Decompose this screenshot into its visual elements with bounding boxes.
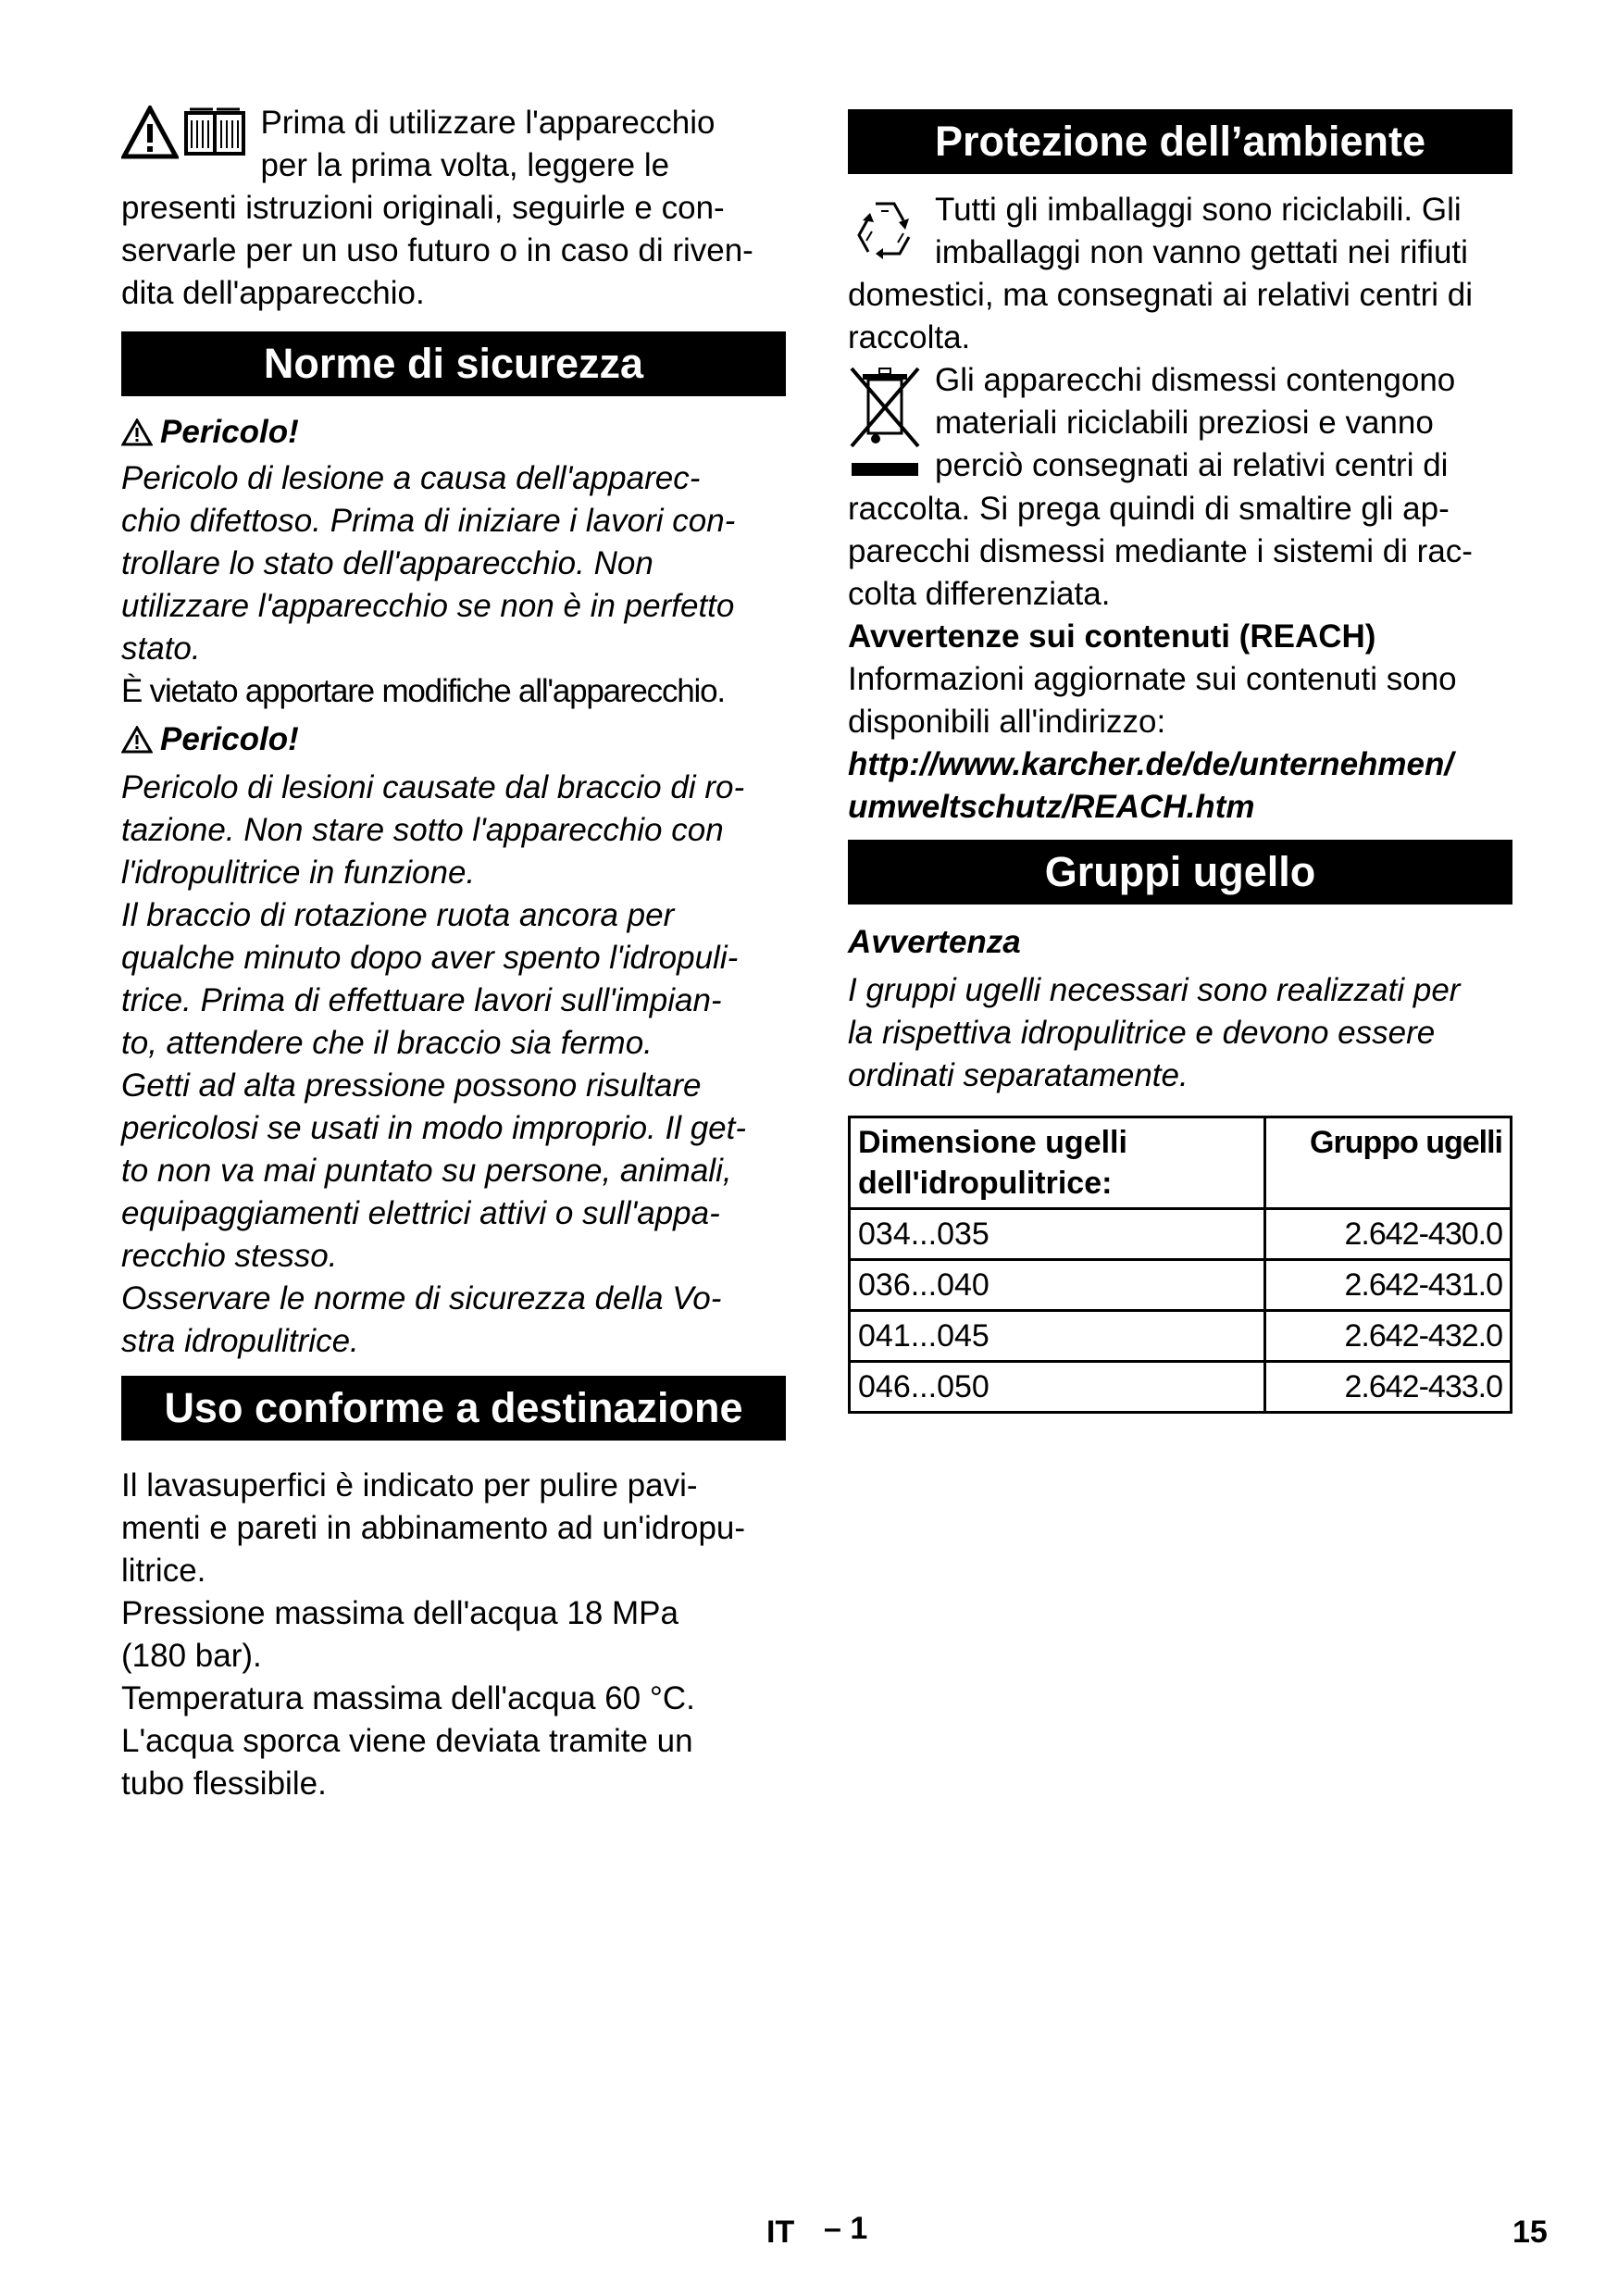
warning-2-line: Osservare le norme di sicurezza della Vo-: [121, 1280, 722, 1316]
table-cell: 2.642-433.0: [1265, 1362, 1512, 1413]
table-cell: 2.642-432.0: [1265, 1311, 1512, 1362]
warning-2-text: [121, 767, 786, 1363]
header-line: dell'idropulitrice:: [858, 1166, 1113, 1201]
warning-2-line: Il braccio di rotazione ruota ancora per: [121, 897, 675, 933]
intro-line: dita dell'apparecchio.: [121, 275, 425, 311]
safety-heading: Norme di sicurezza: [121, 331, 786, 396]
table-row: [850, 1311, 1512, 1362]
footer-section-page: – 1: [824, 2211, 868, 2246]
reach-line: disponibili all'indirizzo:: [848, 704, 1166, 740]
recycle-icon-wrap: [848, 194, 922, 271]
nozzles-note-line: la rispettiva idropulitrice e devono essere: [848, 1015, 1436, 1051]
warning-1-text: [121, 457, 786, 670]
warning-2-line: Pericolo di lesioni causate dal braccio di ro-: [121, 769, 745, 805]
warning-2-line: to, attendere che il braccio sia fermo.: [121, 1025, 653, 1061]
warning-2-line: Getti ad alta pressione possono risultare: [121, 1067, 702, 1104]
recycle-line: domestici, ma consegnati ai relativi centri di: [848, 277, 1474, 313]
warning-2-title: Pericolo!: [160, 721, 299, 757]
weee-line: raccolta. Si prega quindi di smaltire gli ap-: [848, 491, 1450, 527]
warning-triangle-icon: [121, 418, 153, 446]
warning-2-line: stra idropulitrice.: [121, 1323, 359, 1359]
warning-1-line: Pericolo di lesione a causa dell'apparec-: [121, 460, 701, 496]
environment-heading: Protezione dell’ambiente: [848, 109, 1512, 174]
warning-2-line: trice. Prima di effettuare lavori sull'impian-: [121, 982, 722, 1018]
warning-1-line: chio difettoso. Prima di iniziare i lavori con-: [121, 503, 736, 539]
table-cell: 2.642-430.0: [1265, 1209, 1512, 1260]
nozzles-heading: Gruppi ugello: [848, 840, 1512, 905]
warning-1-title: Pericolo!: [160, 414, 299, 450]
weee-line: parecchi dismessi mediante i sistemi di rac-: [848, 533, 1473, 569]
intended-use-line: tubo flessibile.: [121, 1766, 327, 1802]
recycle-line: imballaggi non vanno gettati nei rifiuti: [935, 234, 1468, 270]
intro-line: Prima di utilizzare l'apparecchio: [260, 105, 716, 141]
intro-line: presenti istruzioni originali, seguirle e con-: [121, 190, 725, 226]
warning-1-title-row: [121, 411, 786, 454]
weee-icon-wrap: [848, 363, 922, 488]
weee-block: [848, 359, 1512, 616]
table-cell: 041...045: [850, 1311, 1265, 1362]
warning-2-title-row: [121, 718, 786, 761]
intended-use-line: (180 bar).: [121, 1638, 262, 1674]
table-row: [850, 1209, 1512, 1260]
weee-line: Gli apparecchi dismessi contengono: [935, 362, 1456, 398]
intended-use-line: Temperatura massima dell'acqua 60 °C.: [121, 1680, 695, 1716]
footer-lang: IT: [766, 2215, 795, 2250]
table-row: [850, 1362, 1512, 1413]
crossed-bin-icon: [848, 363, 922, 483]
warning-1-line: trollare lo stato dell'apparecchio. Non: [121, 545, 653, 581]
intro-icons: [121, 106, 247, 164]
table-cell: 036...040: [850, 1260, 1265, 1311]
table-header-row: [850, 1117, 1512, 1209]
warning-2-line: qualche minuto dopo aver spento l'idropuli-: [121, 940, 739, 976]
table-cell: 2.642-431.0: [1265, 1260, 1512, 1311]
warning-1-line: utilizzare l'apparecchio se non è in perfetto: [121, 588, 735, 624]
left-column: [121, 102, 786, 1805]
manual-book-icon: [182, 106, 247, 159]
intro-block: [121, 102, 786, 315]
table-cell: 034...035: [850, 1209, 1265, 1260]
right-column: [848, 109, 1512, 1414]
warning-triangle-icon: [121, 106, 179, 159]
weee-line: perciò consegnati ai relativi centri di: [935, 447, 1449, 483]
weee-line: colta differenziata.: [848, 576, 1111, 612]
intro-line: per la prima volta, leggere le: [260, 147, 670, 183]
warning-2-line: pericolosi se usati in modo improprio. Il get-: [121, 1110, 747, 1146]
intended-use-line: litrice.: [121, 1553, 206, 1589]
page-number: 15: [1512, 2215, 1548, 2250]
reach-url-line[interactable]: http://www.karcher.de/de/unternehmen/: [848, 746, 1454, 782]
intended-use-heading: Uso conforme a destinazione: [121, 1376, 786, 1441]
table-cell: 046...050: [850, 1362, 1265, 1413]
nozzle-table: [848, 1116, 1512, 1414]
nozzles-note-title: Avvertenza: [848, 924, 1021, 960]
warning-2-line: to non va mai puntato su persone, animali,: [121, 1153, 732, 1189]
intended-use-line: menti e pareti in abbinamento ad un'idropu-: [121, 1510, 746, 1546]
nozzles-note-line: I gruppi ugelli necessari sono realizzati per: [848, 972, 1461, 1008]
warning-2-line: l'idropulitrice in funzione.: [121, 855, 476, 891]
intro-line: servarle per un uso futuro o in caso di riven-: [121, 232, 753, 268]
recycle-line: raccolta.: [848, 319, 971, 356]
intended-use-text: [121, 1465, 786, 1805]
reach-title: Avvertenze sui contenuti (REACH): [848, 618, 1376, 655]
header-line: Dimensione ugelli: [858, 1125, 1127, 1160]
intended-use-line: Pressione massima dell'acqua 18 MPa: [121, 1595, 678, 1631]
warning-2-line: recchio stesso.: [121, 1238, 338, 1274]
warning-1-line: stato.: [121, 630, 201, 667]
weee-line: materiali riciclabili preziosi e vanno: [935, 405, 1434, 441]
recycle-block: [848, 189, 1512, 359]
nozzles-note-text: [848, 969, 1512, 1097]
intended-use-line: L'acqua sporca viene deviata tramite un: [121, 1723, 693, 1759]
table-header-cell: Gruppo ugelli: [1265, 1117, 1512, 1209]
warning-2-line: equipaggiamenti elettrici attivi o sull'appa-: [121, 1195, 720, 1231]
table-header-cell: [850, 1117, 1265, 1209]
reach-url-line[interactable]: umweltschutz/REACH.htm: [848, 789, 1255, 825]
nozzles-note-line: ordinati separatamente.: [848, 1057, 1189, 1093]
intended-use-line: Il lavasuperfici è indicato per pulire pavi-: [121, 1467, 698, 1504]
recycle-line: Tutti gli imballaggi sono riciclabili. Gli: [935, 192, 1462, 228]
reach-line: Informazioni aggiornate sui contenuti sono: [848, 661, 1457, 697]
table-row: [850, 1260, 1512, 1311]
recycle-icon: [848, 194, 922, 267]
modification-note: È vietato apportare modifiche all'apparecchio.: [121, 673, 725, 709]
warning-2-line: tazione. Non stare sotto l'apparecchio con: [121, 812, 724, 848]
warning-triangle-icon: [121, 726, 153, 754]
